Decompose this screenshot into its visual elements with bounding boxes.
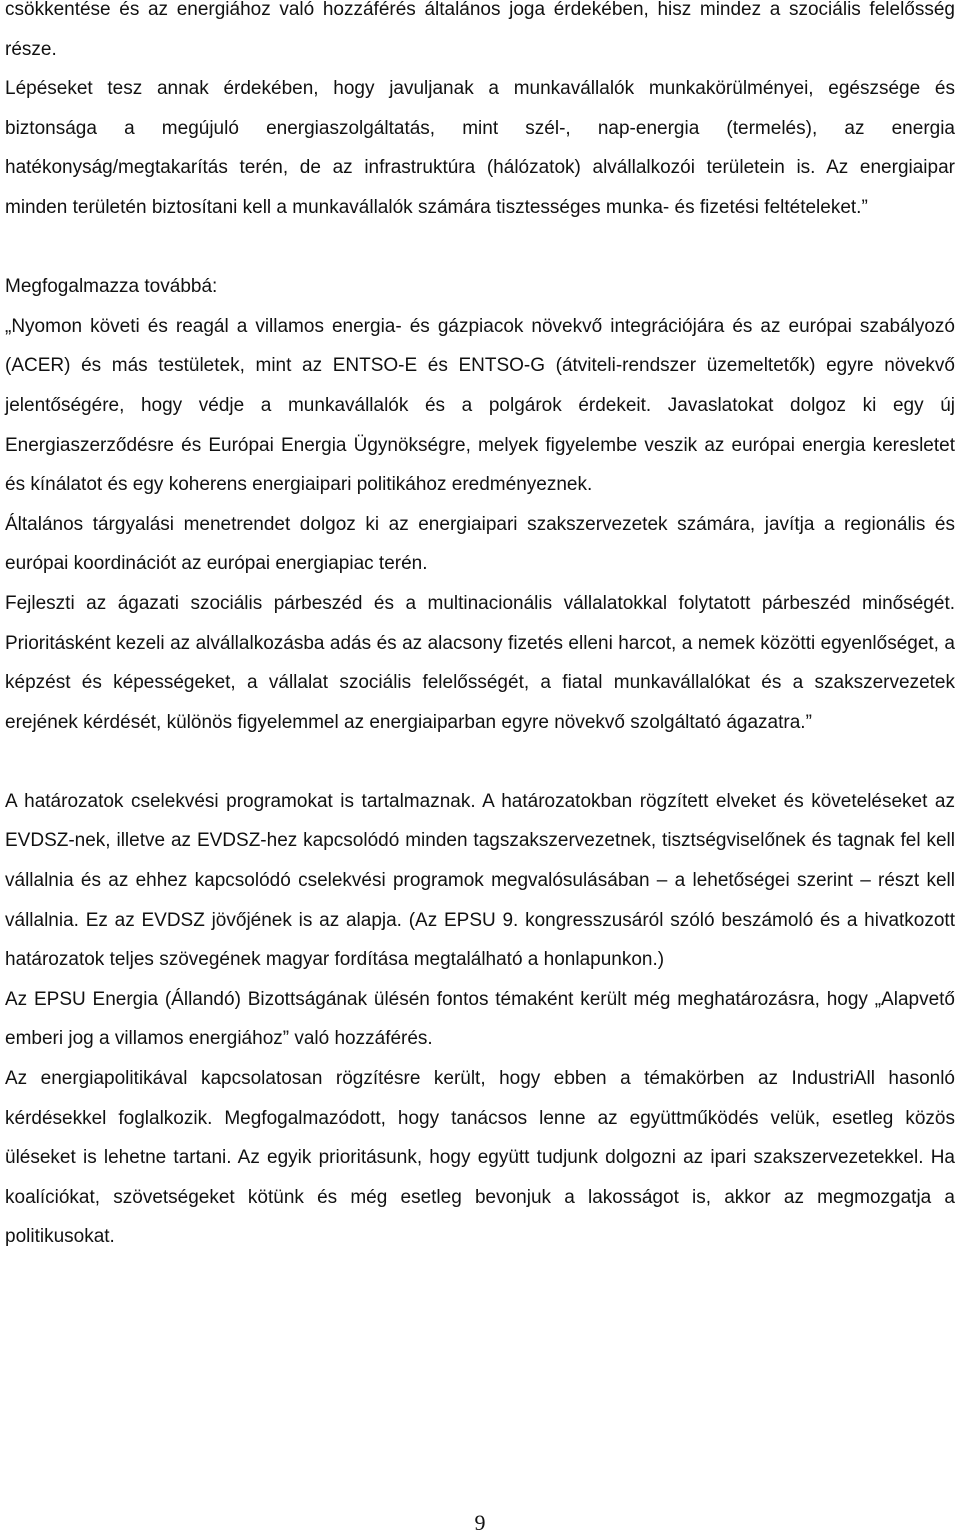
paragraph-social-responsibility: csökkentése és az energiához való hozzáférés általános joga érdekében, hisz mindez a szociális felelősség része. <box>5 0 955 60</box>
page-number: 9 <box>474 1510 486 1535</box>
paragraph-working-conditions: Lépéseket tesz annak érdekében, hogy javuljanak a munkavállalók munkakörülményei, egészsége és biztonsága a megújuló energiaszolgáltatás, mint szél-, nap-energia (termelés), az energia hatékonyság/megtakarítás terén, de az infrastruktúra (hálózatok) alvállalkozói területein is. Az energiaipar minden területén biztosítani kell a munkavállalók számára tisztességes munka- és fizetési feltételeket.” <box>5 78 955 218</box>
paragraph-social-dialogue: Fejleszti az ágazati szociális párbeszéd és a multinacionális vállalatokkal folytatott párbeszéd minőségét. Prioritásként kezeli az alvállalkozásba adás és az alacsony fizetés elleni harcot, a nemek közötti egyenlőséget, a képzést és képességeket, a vállalat szociális felelősségét, a fiatal munkavállalókat és a szakszervezetek erejének kérdését, különös figyelemmel az energiaiparban egyre növekvő szolgáltató ágazatra.” <box>5 592 955 733</box>
paragraph-energy-policy: Az energiapolitikával kapcsolatosan rögzítésre került, hogy ebben a témakörben az IndustriAll hasonló kérdésekkel foglalkozik. Megfogalmazódott, hogy tanácsos lenne az együttműködés velük, esetleg közös üléseket is lehetne tartani. Az egyik prioritásunk, hogy együtt tudjunk dolgozni az ipari szakszervezetekkel. Ha koalíciókat, szövetségeket kötünk és még esetleg bevonjuk a lakosságot is, akkor az megmozgatja a politikusokat. <box>5 1068 955 1248</box>
paragraph-energy-committee: Az EPSU Energia (Állandó) Bizottságának ülésén fontos témaként került még meghatározásra, hogy „Alapvető emberi jog a villamos energiához” való hozzáférés. <box>5 988 955 1050</box>
paragraph-spacer <box>5 742 955 782</box>
paragraph-action-programs: A határozatok cselekvési programokat is tartalmaznak. A határozatokban rögzített elveket és követeléseket az EVDSZ-nek, illetve az EVDSZ-hez kapcsolódó minden tagszakszervezetnek, tisztségviselőnek és tagnak fel kell vállalnia és az ehhez kapcsolódó cselekvési programok megvalósulásában – a lehetőségei szerint – részt kell vállalnia. Ez az EVDSZ jövőjének is az alapja. (Az EPSU 9. kongresszusáról szóló beszámoló és a hivatkozott határozatok teljes szövegének magyar fordítása megtalálható a honlapunkon.) <box>5 790 955 971</box>
paragraph-spacer <box>5 228 955 268</box>
paragraph-bargaining-agenda: Általános tárgyalási menetrendet dolgoz ki az energiaipari szakszervezetek számára, javítja a regionális és európai koordinációt az európai energiapiac terén. <box>5 513 955 575</box>
document-body <box>5 0 955 1257</box>
paragraph-market-integration: „Nyomon követi és reagál a villamos energia- és gázpiacok növekvő integrációjára és az európai szabályozó (ACER) és más testületek, mint az ENTSO-E és ENTSO-G (átviteli-rendszer üzemeltetők) egyre növekvő jelentőségére, hogy védje a munkavállalók és a polgárok érdekeit. Javaslatokat dolgoz ki egy új Energiaszerződésre és Európai Energia Ügynökségre, melyek figyelembe veszik az európai energia keresletet és kínálatot és egy koherens energiaipari politikához eredményeznek. <box>5 315 955 496</box>
paragraph-intro-further: Megfogalmazza továbbá: <box>5 276 218 298</box>
